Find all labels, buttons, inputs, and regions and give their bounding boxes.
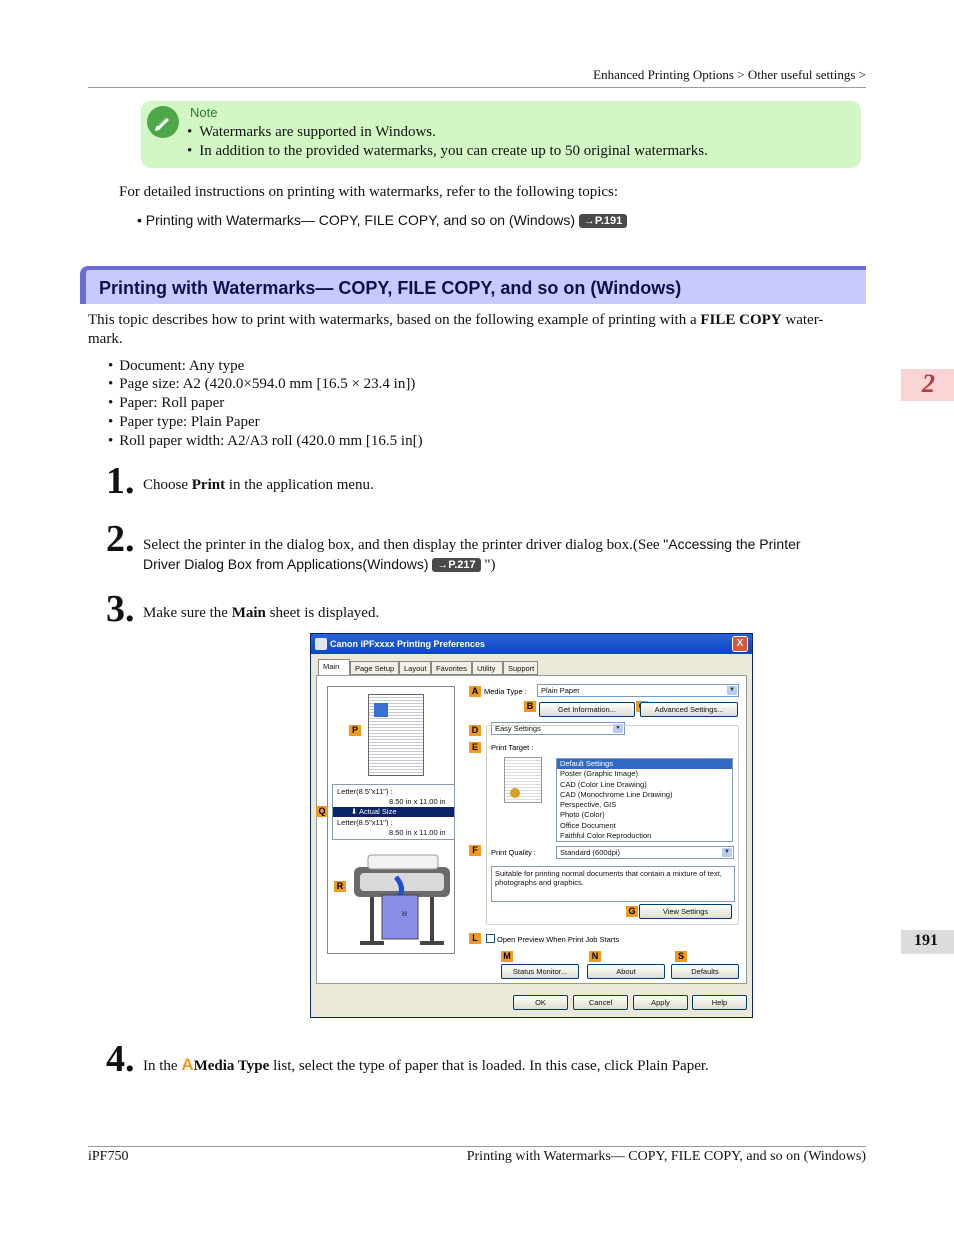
note-bullet: • Watermarks are supported in Windows.	[187, 124, 436, 141]
paper-dimensions: 8.50 in x 11.00 in	[389, 797, 446, 806]
step-3-text: Make sure the Main sheet is displayed.	[143, 605, 380, 621]
printer-icon	[315, 638, 327, 650]
note-title: Note	[190, 105, 218, 120]
get-information-button[interactable]: Get Information...	[539, 702, 635, 717]
printing-preferences-dialog	[310, 633, 753, 1018]
list-item[interactable]: Poster (Graphic Image)	[560, 769, 638, 779]
paper-dimensions: 8.50 in x 11.00 in	[389, 828, 446, 837]
label-r: R	[334, 881, 346, 892]
step-number: 3.	[106, 588, 135, 630]
dialog-title: Canon iPFxxxx Printing Preferences	[330, 639, 486, 649]
arrow-down-icon: ⬇	[351, 807, 358, 816]
advanced-settings-button[interactable]: Advanced Settings...	[640, 702, 738, 717]
list-item[interactable]: Office Document	[560, 820, 616, 830]
label-a-marker: A	[181, 1055, 194, 1074]
step-number: 2.	[106, 518, 135, 560]
print-target-label: Print Target :	[491, 743, 534, 752]
actual-size-row[interactable]: ⬇ Actual Size	[333, 807, 454, 817]
breadcrumb: Enhanced Printing Options > Other useful settings >	[593, 67, 866, 82]
defaults-button[interactable]: Defaults	[671, 964, 739, 979]
preview-pane	[327, 686, 455, 954]
document-icon	[510, 788, 520, 798]
list-item: • Document: Any type	[108, 358, 244, 375]
tab-page-setup[interactable]: Page Setup	[350, 661, 399, 675]
paper-size-line: Letter(8.5"x11") :	[337, 787, 393, 796]
header-rule	[88, 87, 866, 88]
cancel-button[interactable]: Cancel	[573, 995, 628, 1010]
step-1-text: Choose Print in the application menu.	[143, 477, 374, 493]
chapter-tab: 2	[901, 369, 954, 401]
list-item[interactable]: Photo (Color)	[560, 810, 605, 820]
list-item: • Paper type: Plain Paper	[108, 414, 260, 431]
label-f: F	[469, 845, 481, 856]
label-g: G	[626, 906, 638, 917]
tab-utility[interactable]: Utility	[472, 661, 503, 675]
media-type-label: Media Type :	[484, 687, 527, 696]
chevron-down-icon: ▼	[613, 724, 623, 733]
svg-text:R: R	[401, 909, 407, 918]
step-number: 1.	[106, 460, 135, 502]
list-item[interactable]: Default Settings	[557, 759, 732, 769]
list-item[interactable]: Perspective, GIS	[560, 800, 617, 810]
easy-settings-select[interactable]: Easy Settings ▼	[491, 722, 625, 735]
label-s: S	[675, 951, 687, 962]
list-item[interactable]: Faithful Color Reproduction	[560, 831, 652, 841]
view-settings-button[interactable]: View Settings	[639, 904, 732, 919]
chevron-down-icon: ▼	[727, 686, 737, 695]
label-p: P	[349, 725, 361, 736]
page-preview	[368, 694, 424, 776]
intro-paragraph: This topic describes how to print with watermarks, based on the following example of printing with a FILE COPY water- mark.	[88, 312, 824, 347]
list-item[interactable]: CAD (Monochrome Line Drawing)	[560, 789, 673, 799]
dialog-titlebar	[311, 634, 752, 654]
footer-title: Printing with Watermarks— COPY, FILE COPY, and so on (Windows)	[466, 1149, 866, 1164]
paper-size-box	[332, 784, 455, 840]
label-q: Q	[316, 806, 328, 817]
status-monitor-button[interactable]: Status Monitor...	[501, 964, 579, 979]
intro-text: For detailed instructions on printing with watermarks, refer to the following topics:	[119, 184, 619, 200]
step-2-text: Select the printer in the dialog box, and then display the printer driver dialog box.(See "Accessing the Printer Driver Dialog Box from Applications(Windows) →P.217 ")	[143, 536, 801, 573]
open-preview-label: Open Preview When Print Job Starts	[497, 935, 620, 944]
tab-favorites[interactable]: Favorites	[431, 661, 472, 675]
label-m: M	[501, 951, 513, 962]
ok-button[interactable]: OK	[513, 995, 568, 1010]
close-icon[interactable]: X	[732, 636, 748, 652]
label-l: L	[469, 933, 481, 944]
topic-link[interactable]: • Printing with Watermarks— COPY, FILE COPY, and so on (Windows) →P.191	[137, 212, 627, 228]
print-quality-select[interactable]: Standard (600dpi) ▼	[556, 846, 734, 859]
footer-rule	[88, 1146, 866, 1147]
print-target-thumbnail	[504, 757, 542, 803]
open-preview-checkbox[interactable]	[486, 934, 495, 943]
note-box	[141, 101, 861, 168]
section-heading	[80, 266, 866, 304]
chevron-down-icon: ▼	[722, 848, 732, 857]
list-item: • Roll paper width: A2/A3 roll (420.0 mm [16.5 in[)	[108, 433, 423, 450]
paper-size-line: Letter(8.5"x11") :	[337, 818, 393, 827]
print-target-list[interactable]	[556, 758, 733, 842]
target-description: Suitable for printing normal documents that contain a mixture of text, photographs and graphics.	[491, 866, 735, 902]
tab-support[interactable]: Support	[503, 661, 538, 675]
help-button[interactable]: Help	[692, 995, 747, 1010]
label-b: B	[524, 701, 536, 712]
list-item: • Page size: A2 (420.0×594.0 mm [16.5 × 23.4 in])	[108, 376, 415, 393]
document-thumbnail-icon	[374, 703, 388, 717]
step-4-text: In the AMedia Type list, select the type of paper that is loaded. In this case, click Plain Paper.	[143, 1055, 709, 1074]
section-title: Printing with Watermarks— COPY, FILE COPY, and so on (Windows)	[99, 278, 682, 298]
list-item[interactable]: CAD (Color Line Drawing)	[560, 779, 647, 789]
tab-main[interactable]: Main	[318, 659, 350, 676]
label-n: N	[589, 951, 601, 962]
printer-illustration	[346, 847, 456, 949]
label-d: D	[469, 725, 481, 736]
label-e: E	[469, 742, 481, 753]
page-ref-badge[interactable]: →P.217	[432, 558, 480, 572]
page-number-tab: 191	[901, 930, 954, 954]
apply-button[interactable]: Apply	[633, 995, 688, 1010]
page-ref-badge[interactable]: →P.191	[579, 214, 627, 228]
label-a: A	[469, 686, 481, 697]
pencil-icon	[147, 106, 179, 138]
about-button[interactable]: About	[587, 964, 665, 979]
step-number: 4.	[106, 1038, 135, 1080]
tab-layout[interactable]: Layout	[399, 661, 431, 675]
footer-model: iPF750	[88, 1149, 129, 1164]
list-item: • Paper: Roll paper	[108, 395, 224, 412]
media-type-select[interactable]: Plain Paper ▼	[537, 684, 739, 697]
note-bullet: • In addition to the provided watermarks, you can create up to 50 original watermarks.	[187, 143, 708, 160]
topic-link-text[interactable]: Printing with Watermarks— COPY, FILE COPY, and so on (Windows)	[145, 212, 576, 228]
print-quality-label: Print Quality :	[491, 848, 537, 857]
